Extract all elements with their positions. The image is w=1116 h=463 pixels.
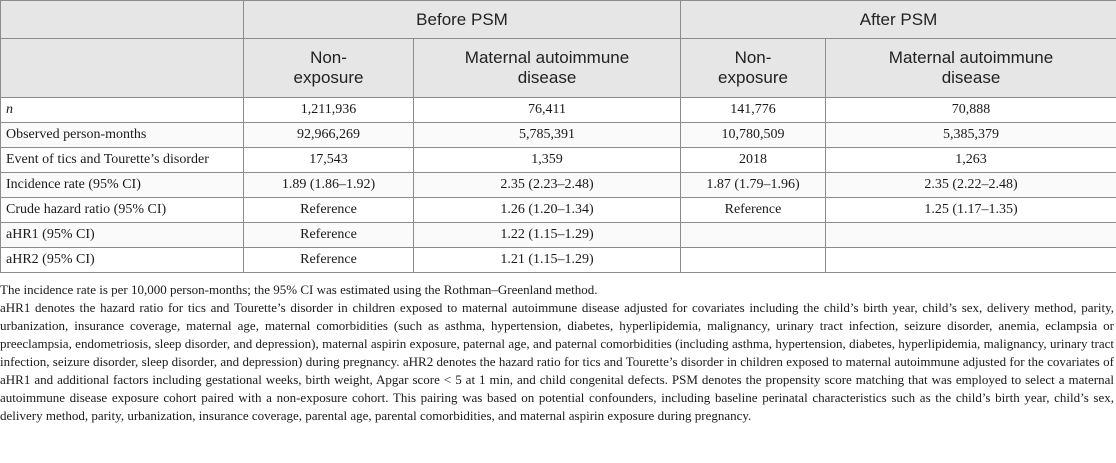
before-maternal-value: 2.35 (2.23–2.48) bbox=[414, 173, 681, 198]
after-non-exposure-header: Non- exposure bbox=[681, 39, 826, 98]
before-non-exposure-value: Reference bbox=[244, 223, 414, 248]
before-maternal-value: 1.22 (1.15–1.29) bbox=[414, 223, 681, 248]
table-row bbox=[1, 148, 1116, 173]
row-label: Incidence rate (95% CI) bbox=[1, 173, 244, 198]
row-label: Event of tics and Tourette’s disorder bbox=[1, 148, 244, 173]
footnote-incidence: The incidence rate is per 10,000 person-months; the 95% CI was estimated using the Rothman–Greenland method. bbox=[0, 282, 598, 297]
table-footnotes bbox=[0, 281, 1114, 425]
after-maternal-value: 2.35 (2.22–2.48) bbox=[826, 173, 1116, 198]
row-label: n bbox=[1, 98, 244, 123]
after-maternal-value bbox=[826, 248, 1116, 273]
after-non-exposure-value: 2018 bbox=[681, 148, 826, 173]
blank-header-cell bbox=[1, 1, 244, 39]
table-row bbox=[1, 98, 1116, 123]
table-row bbox=[1, 173, 1116, 198]
row-label: Observed person-months bbox=[1, 123, 244, 148]
after-non-exposure-value bbox=[681, 248, 826, 273]
header-row-columns bbox=[1, 39, 1116, 98]
table-body bbox=[1, 98, 1116, 273]
header-row-group bbox=[1, 1, 1116, 39]
table-row bbox=[1, 223, 1116, 248]
after-psm-header: After PSM bbox=[681, 1, 1116, 39]
before-psm-header: Before PSM bbox=[244, 1, 681, 39]
after-maternal-value: 5,385,379 bbox=[826, 123, 1116, 148]
before-non-exposure-value: Reference bbox=[244, 248, 414, 273]
before-maternal-value: 1.26 (1.20–1.34) bbox=[414, 198, 681, 223]
table-row bbox=[1, 248, 1116, 273]
after-maternal-value: 70,888 bbox=[826, 98, 1116, 123]
row-label: Crude hazard ratio (95% CI) bbox=[1, 198, 244, 223]
table-row bbox=[1, 123, 1116, 148]
after-maternal-value: 1,263 bbox=[826, 148, 1116, 173]
before-non-exposure-value: 17,543 bbox=[244, 148, 414, 173]
blank-header-cell bbox=[1, 39, 244, 98]
before-non-exposure-value: 1.89 (1.86–1.92) bbox=[244, 173, 414, 198]
before-non-exposure-value: 1,211,936 bbox=[244, 98, 414, 123]
row-label: aHR2 (95% CI) bbox=[1, 248, 244, 273]
table-row bbox=[1, 198, 1116, 223]
before-maternal-value: 1,359 bbox=[414, 148, 681, 173]
after-non-exposure-value: 141,776 bbox=[681, 98, 826, 123]
after-non-exposure-value bbox=[681, 223, 826, 248]
before-non-exposure-value: Reference bbox=[244, 198, 414, 223]
after-maternal-value: 1.25 (1.17–1.35) bbox=[826, 198, 1116, 223]
after-non-exposure-value: 1.87 (1.79–1.96) bbox=[681, 173, 826, 198]
before-non-exposure-header: Non- exposure bbox=[244, 39, 414, 98]
after-non-exposure-value: Reference bbox=[681, 198, 826, 223]
after-maternal-autoimmune-header: Maternal autoimmune disease bbox=[826, 39, 1116, 98]
before-maternal-value: 5,785,391 bbox=[414, 123, 681, 148]
before-non-exposure-value: 92,966,269 bbox=[244, 123, 414, 148]
after-non-exposure-value: 10,780,509 bbox=[681, 123, 826, 148]
footnote-definitions: aHR1 denotes the hazard ratio for tics and Tourette’s disorder in children exposed to maternal autoimmune disease adjusted for covariates including the child’s birth year, child’s sex, delivery method, parity, urbanization, insurance coverage, maternal age, maternal comorbidities (such as asthma, hypertension, diabetes, hyperlipidemia, malignancy, urinary tract infection, seizure disorder, anemia, eclampsia or preeclampsia, endometriosis, sleep disorder, and depression), maternal aspirin exposure, paternal age, and paternal comorbidities (including asthma, hypertension, diabetes, hyperlipidemia, malignancy, urinary tract infection, seizure disorder, sleep disorder, and depression) during pregnancy. aHR2 denotes the hazard ratio for tics and Tourette’s disorder in children exposed to maternal autoimmune adjusted for the covariates of aHR1 and additional factors including gestational weeks, birth weight, Apgar score < 5 at 1 min, and child congenital defects. PSM denotes the propensity score matching that was employed to select a maternal autoimmune disease exposure cohort paired with a non-exposure cohort. This pairing was based on potential confounders, including baseline perinatal characteristics such as the child’s birth year, child’s sex, delivery method, parity, urbanization, insurance coverage, parental age, parental comorbidities, and maternal aspirin exposure during pregnancy. bbox=[0, 300, 1114, 423]
row-label: aHR1 (95% CI) bbox=[1, 223, 244, 248]
before-maternal-autoimmune-header: Maternal autoimmune disease bbox=[414, 39, 681, 98]
before-maternal-value: 76,411 bbox=[414, 98, 681, 123]
before-maternal-value: 1.21 (1.15–1.29) bbox=[414, 248, 681, 273]
after-maternal-value bbox=[826, 223, 1116, 248]
